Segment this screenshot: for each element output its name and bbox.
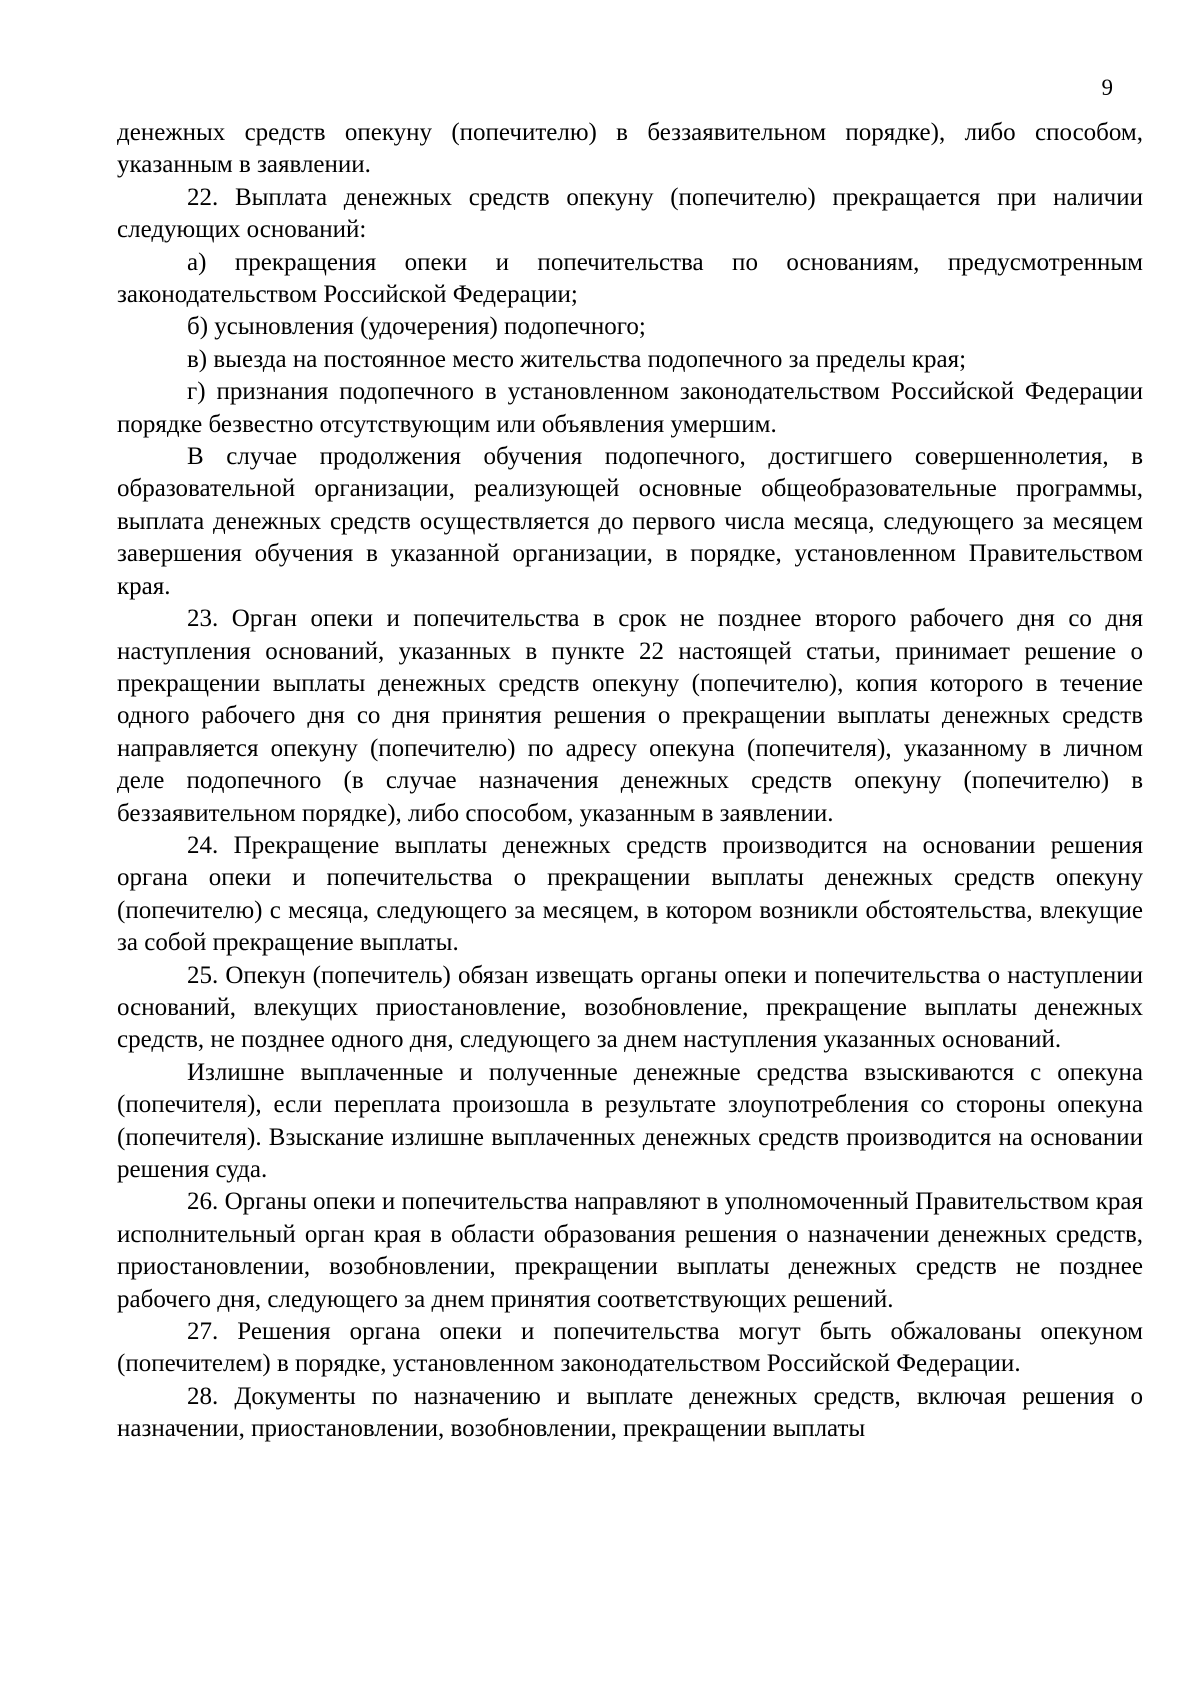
paragraph: Излишне выплаченные и полученные денежные средства взыскиваются с опекуна (попечителя), если переплата произошла в результате злоупотребления со стороны опекуна (попечителя). Взыскание излишне выплаченных денежных средств производится на основании решения суда.	[117, 1058, 1143, 1183]
paragraph: В случае продолжения обучения подопечного, достигшего совершеннолетия, в образовательной организации, реализующей основные общеобразовательные программы, выплата денежных средств осуществляется до первого числа месяца, следующего за месяцем завершения обучения в указанной организации, в порядке, установленном Правительством края.	[117, 443, 1143, 600]
paragraph: 26. Органы опеки и попечительства направляют в уполномоченный Правительством края исполнительный орган края в области образования решения о назначении денежных средств, приостановлении, возобновлении, прекращении выплаты денежных средств не позднее рабочего дня, следующего за днем принятия соответствующих решений.	[117, 1188, 1143, 1313]
paragraph: денежных средств опекуну (попечителю) в беззаявительном порядке), либо способом, указанным в заявлении.	[117, 119, 1143, 179]
paragraph: 25. Опекун (попечитель) обязан извещать органы опеки и попечительства о наступлении оснований, влекущих приостановление, возобновление, прекращение выплаты денежных средств, не позднее одного дня, следующего за днем наступления указанных оснований.	[117, 961, 1143, 1054]
paragraph: 24. Прекращение выплаты денежных средств производится на основании решения органа опеки и попечительства о прекращении выплаты денежных средств опекуну (попечителю) с месяца, следующего за месяцем, в котором возникли обстоятельства, влекущие за собой прекращение выплаты.	[117, 831, 1143, 957]
paragraph: 23. Орган опеки и попечительства в срок не позднее второго рабочего дня со дня наступления оснований, указанных в пункте 22 настоящей статьи, принимает решение о прекращении выплаты денежных средств опекуну (попечителю), копия которого в течение одного рабочего дня со дня принятия решения о прекращении выплаты денежных средств направляется опекуну (попечителю) по адресу опекуна (попечителя), указанному в личном деле подопечного (в случае назначения денежных средств опекуну (попечителю) в беззаявительном порядке), либо способом, указанным в заявлении.	[117, 605, 1143, 827]
paragraph: 22. Выплата денежных средств опекуну (попечителю) прекращается при наличии следующих оснований:	[117, 183, 1143, 244]
paragraph: 28. Документы по назначению и выплате денежных средств, включая решения о назначении, приостановлении, возобновлении, прекращении выплаты	[117, 1382, 1143, 1443]
page-number: 9	[1101, 75, 1113, 100]
paragraph: 27. Решения органа опеки и попечительства могут быть обжалованы опекуном (попечителем) в порядке, установленном законодательством Российской Федерации.	[117, 1318, 1143, 1378]
document-body	[117, 117, 1143, 1446]
list-item: б) усыновления (удочерения) подопечного;	[187, 313, 646, 341]
list-item: в) выезда на постоянное место жительства подопечного за пределы края;	[187, 345, 967, 373]
list-item: а) прекращения опеки и попечительства по основаниям, предусмотренным законодательством Российской Федерации;	[117, 248, 1143, 309]
list-item: г) признания подопечного в установленном законодательством Российской Федерации порядке безвестно отсутствующим или объявления умершим.	[117, 378, 1143, 438]
